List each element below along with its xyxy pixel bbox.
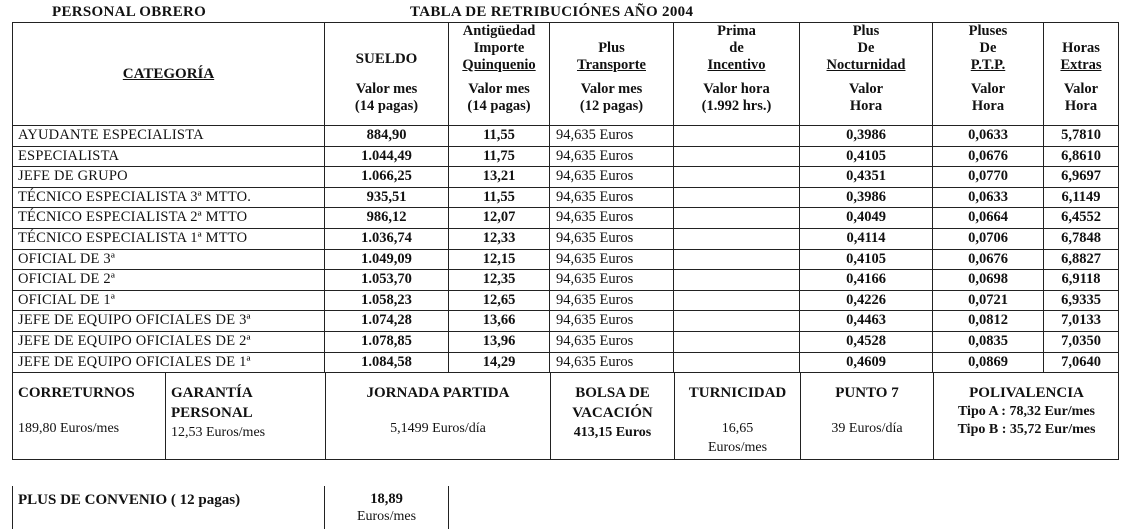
- cell-transporte: 94,635 Euros: [550, 228, 674, 249]
- cell-categoria: TÉCNICO ESPECIALISTA 1ª MTTO: [13, 228, 325, 249]
- header-antiguedad-l1: Antigüedad: [462, 23, 536, 39]
- cell-extras: 6,4552: [1044, 208, 1119, 229]
- plus-convenio-title: PLUS DE CONVENIO ( 12 pagas): [18, 492, 241, 508]
- cell-sueldo: 1.066,25: [325, 167, 449, 188]
- cell-antiguedad: 13,96: [449, 331, 550, 352]
- header-sueldo: [325, 23, 449, 82]
- header-ptp-sub2: Hora: [971, 98, 1005, 114]
- cell-incentivo: [674, 249, 800, 270]
- bolsa-cell: [550, 373, 674, 459]
- cell-categoria: ESPECIALISTA: [13, 146, 325, 167]
- table-row: [13, 228, 1119, 249]
- table-row: [13, 187, 1119, 208]
- header-incentivo: [674, 23, 800, 82]
- header-antiguedad-sub2: (14 pagas): [467, 98, 531, 114]
- cell-nocturnidad: 0,4049: [800, 208, 933, 229]
- header-transporte-l1: Plus: [598, 40, 625, 56]
- header-incentivo-sub: [674, 81, 800, 126]
- cell-transporte: 94,635 Euros: [550, 208, 674, 229]
- header-extras: [1044, 23, 1119, 82]
- cell-ptp: 0,0721: [933, 290, 1044, 311]
- cell-ptp: 0,0812: [933, 311, 1044, 332]
- cell-incentivo: [674, 187, 800, 208]
- cell-antiguedad: 12,35: [449, 270, 550, 291]
- cell-extras: 7,0350: [1044, 331, 1119, 352]
- header-transporte: [550, 23, 674, 82]
- cell-nocturnidad: 0,4528: [800, 331, 933, 352]
- cell-incentivo: [674, 270, 800, 291]
- cell-transporte: 94,635 Euros: [550, 187, 674, 208]
- table-row: [13, 331, 1119, 352]
- cell-ptp: 0,0835: [933, 331, 1044, 352]
- cell-transporte: 94,635 Euros: [550, 126, 674, 147]
- cell-antiguedad: 12,65: [449, 290, 550, 311]
- cell-transporte: 94,635 Euros: [550, 352, 674, 373]
- cell-categoria: JEFE DE EQUIPO OFICIALES DE 2ª: [13, 331, 325, 352]
- cell-ptp: 0,0706: [933, 228, 1044, 249]
- garantia-value: 12,53 Euros/mes: [171, 425, 266, 441]
- cell-antiguedad: 11,55: [449, 187, 550, 208]
- header-extras-l1: Horas: [1062, 40, 1100, 56]
- correturnos-title: CORRETURNOS: [18, 385, 135, 402]
- header-ptp-l1: Pluses: [968, 23, 1008, 39]
- garantia-cell: [166, 373, 325, 459]
- header-antiguedad-l3: Quinquenio: [462, 57, 536, 73]
- cell-incentivo: [674, 331, 800, 352]
- turnicidad-value-1: 16,65: [721, 421, 754, 437]
- header-nocturnidad: [800, 23, 933, 82]
- bottom-section: [13, 373, 1119, 460]
- turnicidad-cell: [674, 373, 800, 459]
- polivalencia-cell: [933, 373, 1119, 459]
- header-extras-sub: [1044, 81, 1119, 126]
- cell-nocturnidad: 0,4114: [800, 228, 933, 249]
- cell-ptp: 0,0698: [933, 270, 1044, 291]
- cell-ptp: 0,0633: [933, 126, 1044, 147]
- cell-transporte: 94,635 Euros: [550, 146, 674, 167]
- punto7-title: PUNTO 7: [835, 385, 899, 402]
- cell-antiguedad: 12,15: [449, 249, 550, 270]
- table-row: [13, 146, 1119, 167]
- plus-convenio-title-cell: [13, 486, 325, 529]
- cell-nocturnidad: 0,4609: [800, 352, 933, 373]
- correturnos-cell: [13, 373, 166, 459]
- cell-incentivo: [674, 167, 800, 188]
- cell-incentivo: [674, 208, 800, 229]
- header-transporte-l2: Transporte: [576, 57, 646, 73]
- jornada-cell: [325, 373, 550, 459]
- cell-antiguedad: 13,66: [449, 311, 550, 332]
- cell-nocturnidad: 0,3986: [800, 187, 933, 208]
- header-incentivo-l1: Prima: [717, 23, 756, 39]
- header-incentivo-sub1: Valor hora: [703, 81, 770, 97]
- cell-categoria: JEFE DE EQUIPO OFICIALES DE 3ª: [13, 311, 325, 332]
- header-row-top: [13, 23, 1119, 82]
- punto7-cell: [800, 373, 933, 459]
- header-nocturnidad-sub1: Valor: [848, 81, 884, 97]
- cell-transporte: 94,635 Euros: [550, 311, 674, 332]
- cell-ptp: 0,0770: [933, 167, 1044, 188]
- cell-sueldo: 1.058,23: [325, 290, 449, 311]
- plus-convenio-value-cell: [325, 486, 449, 529]
- header-ptp: [933, 23, 1044, 82]
- cell-sueldo: 1.074,28: [325, 311, 449, 332]
- cell-incentivo: [674, 290, 800, 311]
- header-nocturnidad-sub: [800, 81, 933, 126]
- cell-extras: 6,9118: [1044, 270, 1119, 291]
- cell-transporte: 94,635 Euros: [550, 290, 674, 311]
- header-extras-l2: Extras: [1060, 57, 1102, 73]
- cell-nocturnidad: 0,4105: [800, 146, 933, 167]
- cell-nocturnidad: 0,3986: [800, 126, 933, 147]
- document-title-center: TABLA DE RETRIBUCIÓNES AÑO 2004: [410, 4, 694, 20]
- header-nocturnidad-l1: Plus: [852, 23, 880, 39]
- plus-convenio-value-2: Euros/mes: [356, 509, 417, 524]
- punto7-value: 39 Euros/día: [831, 421, 903, 437]
- cell-sueldo: 1.049,09: [325, 249, 449, 270]
- header-ptp-sub1: Valor: [970, 81, 1006, 97]
- cell-incentivo: [674, 352, 800, 373]
- header-nocturnidad-l3: Nocturnidad: [826, 57, 906, 73]
- polivalencia-title: POLIVALENCIA: [969, 385, 1084, 402]
- cell-nocturnidad: 0,4463: [800, 311, 933, 332]
- header-incentivo-l3: Incentivo: [707, 57, 766, 73]
- table-row: [13, 249, 1119, 270]
- bolsa-title-1: BOLSA DE: [575, 385, 650, 402]
- cell-categoria: TÉCNICO ESPECIALISTA 2ª MTTO: [13, 208, 325, 229]
- cell-sueldo: 1.044,49: [325, 146, 449, 167]
- header-antiguedad: [449, 23, 550, 82]
- polivalencia-tipo-a: Tipo A : 78,32 Eur/mes: [957, 404, 1096, 420]
- cell-categoria: OFICIAL DE 3ª: [13, 249, 325, 270]
- cell-extras: 6,7848: [1044, 228, 1119, 249]
- header-transporte-sub: [550, 81, 674, 126]
- header-antiguedad-l2: Importe: [473, 40, 525, 56]
- cell-categoria: TÉCNICO ESPECIALISTA 3ª MTTO.: [13, 187, 325, 208]
- cell-nocturnidad: 0,4166: [800, 270, 933, 291]
- cell-extras: 6,8827: [1044, 249, 1119, 270]
- cell-sueldo: 1.053,70: [325, 270, 449, 291]
- header-antiguedad-sub1: Valor mes: [468, 81, 530, 97]
- cell-categoria: JEFE DE EQUIPO OFICIALES DE 1ª: [13, 352, 325, 373]
- cell-antiguedad: 11,75: [449, 146, 550, 167]
- cell-incentivo: [674, 228, 800, 249]
- cell-antiguedad: 12,07: [449, 208, 550, 229]
- garantia-title-2: PERSONAL: [171, 405, 253, 422]
- cell-transporte: 94,635 Euros: [550, 331, 674, 352]
- cell-extras: 6,9697: [1044, 167, 1119, 188]
- header-incentivo-sub2: (1.992 hrs.): [701, 98, 772, 114]
- cell-incentivo: [674, 126, 800, 147]
- table-row: [13, 270, 1119, 291]
- header-sueldo-label: SUELDO: [355, 50, 418, 67]
- correturnos-value: 189,80 Euros/mes: [18, 421, 120, 437]
- header-ptp-l3: P.T.P.: [970, 57, 1006, 73]
- table-row: [13, 208, 1119, 229]
- cell-extras: 7,0133: [1044, 311, 1119, 332]
- turnicidad-value-2: Euros/mes: [707, 440, 768, 456]
- cell-sueldo: 1.078,85: [325, 331, 449, 352]
- jornada-title: JORNADA PARTIDA: [366, 385, 510, 402]
- cell-transporte: 94,635 Euros: [550, 270, 674, 291]
- table-row: [13, 126, 1119, 147]
- header-ptp-l2: De: [979, 40, 997, 56]
- header-sueldo-sub1: Valor mes: [355, 81, 418, 97]
- cell-ptp: 0,0676: [933, 146, 1044, 167]
- table-row: [13, 311, 1119, 332]
- table-row: [13, 167, 1119, 188]
- document-title-left: PERSONAL OBRERO: [52, 4, 207, 20]
- cell-antiguedad: 11,55: [449, 126, 550, 147]
- header-incentivo-l2: de: [729, 40, 744, 56]
- header-antiguedad-sub: [449, 81, 550, 126]
- header-transporte-sub2: (12 pagas): [579, 98, 644, 114]
- cell-nocturnidad: 0,4351: [800, 167, 933, 188]
- header-sueldo-sub2: (14 pagas): [354, 98, 419, 114]
- turnicidad-title: TURNICIDAD: [688, 385, 787, 402]
- header-ptp-sub: [933, 81, 1044, 126]
- table-row: [13, 290, 1119, 311]
- cell-transporte: 94,635 Euros: [550, 249, 674, 270]
- bottom-section-row: [13, 373, 1119, 460]
- cell-ptp: 0,0869: [933, 352, 1044, 373]
- bolsa-title-2: VACACIÓN: [572, 405, 653, 422]
- cell-ptp: 0,0676: [933, 249, 1044, 270]
- cell-extras: 5,7810: [1044, 126, 1119, 147]
- cell-sueldo: 986,12: [325, 208, 449, 229]
- table-row: [13, 352, 1119, 373]
- garantia-title-1: GARANTÍA: [171, 385, 253, 402]
- header-sueldo-sub: [325, 81, 449, 126]
- header-categoria: [13, 23, 325, 126]
- cell-nocturnidad: 0,4105: [800, 249, 933, 270]
- cell-ptp: 0,0633: [933, 187, 1044, 208]
- header-categoria-label: CATEGORÍA: [122, 65, 215, 82]
- bolsa-value: 413,15 Euros: [573, 425, 652, 441]
- header-extras-sub1: Valor: [1063, 81, 1099, 97]
- cell-antiguedad: 14,29: [449, 352, 550, 373]
- cell-categoria: JEFE DE GRUPO: [13, 167, 325, 188]
- jornada-value: 5,1499 Euros/día: [390, 421, 486, 437]
- cell-extras: 6,8610: [1044, 146, 1119, 167]
- header-transporte-sub1: Valor mes: [580, 81, 643, 97]
- cell-extras: 6,1149: [1044, 187, 1119, 208]
- cell-categoria: OFICIAL DE 2ª: [13, 270, 325, 291]
- header-nocturnidad-sub2: Hora: [849, 98, 883, 114]
- cell-categoria: AYUDANTE ESPECIALISTA: [13, 126, 325, 147]
- cell-incentivo: [674, 146, 800, 167]
- header-nocturnidad-l2: De: [857, 40, 875, 56]
- cell-antiguedad: 12,33: [449, 228, 550, 249]
- cell-categoria: OFICIAL DE 1ª: [13, 290, 325, 311]
- plus-convenio-block: [12, 486, 450, 529]
- cell-sueldo: 884,90: [325, 126, 449, 147]
- data-rows: [13, 126, 1119, 373]
- cell-extras: 7,0640: [1044, 352, 1119, 373]
- plus-convenio-value-1: 18,89: [370, 491, 403, 507]
- cell-transporte: 94,635 Euros: [550, 167, 674, 188]
- cell-sueldo: 935,51: [325, 187, 449, 208]
- cell-sueldo: 1.084,58: [325, 352, 449, 373]
- cell-antiguedad: 13,21: [449, 167, 550, 188]
- cell-nocturnidad: 0,4226: [800, 290, 933, 311]
- cell-incentivo: [674, 311, 800, 332]
- cell-extras: 6,9335: [1044, 290, 1119, 311]
- header-extras-sub2: Hora: [1064, 98, 1098, 114]
- cell-sueldo: 1.036,74: [325, 228, 449, 249]
- cell-ptp: 0,0664: [933, 208, 1044, 229]
- salary-table: [12, 22, 1119, 460]
- polivalencia-tipo-b: Tipo B : 35,72 Eur/mes: [957, 422, 1096, 438]
